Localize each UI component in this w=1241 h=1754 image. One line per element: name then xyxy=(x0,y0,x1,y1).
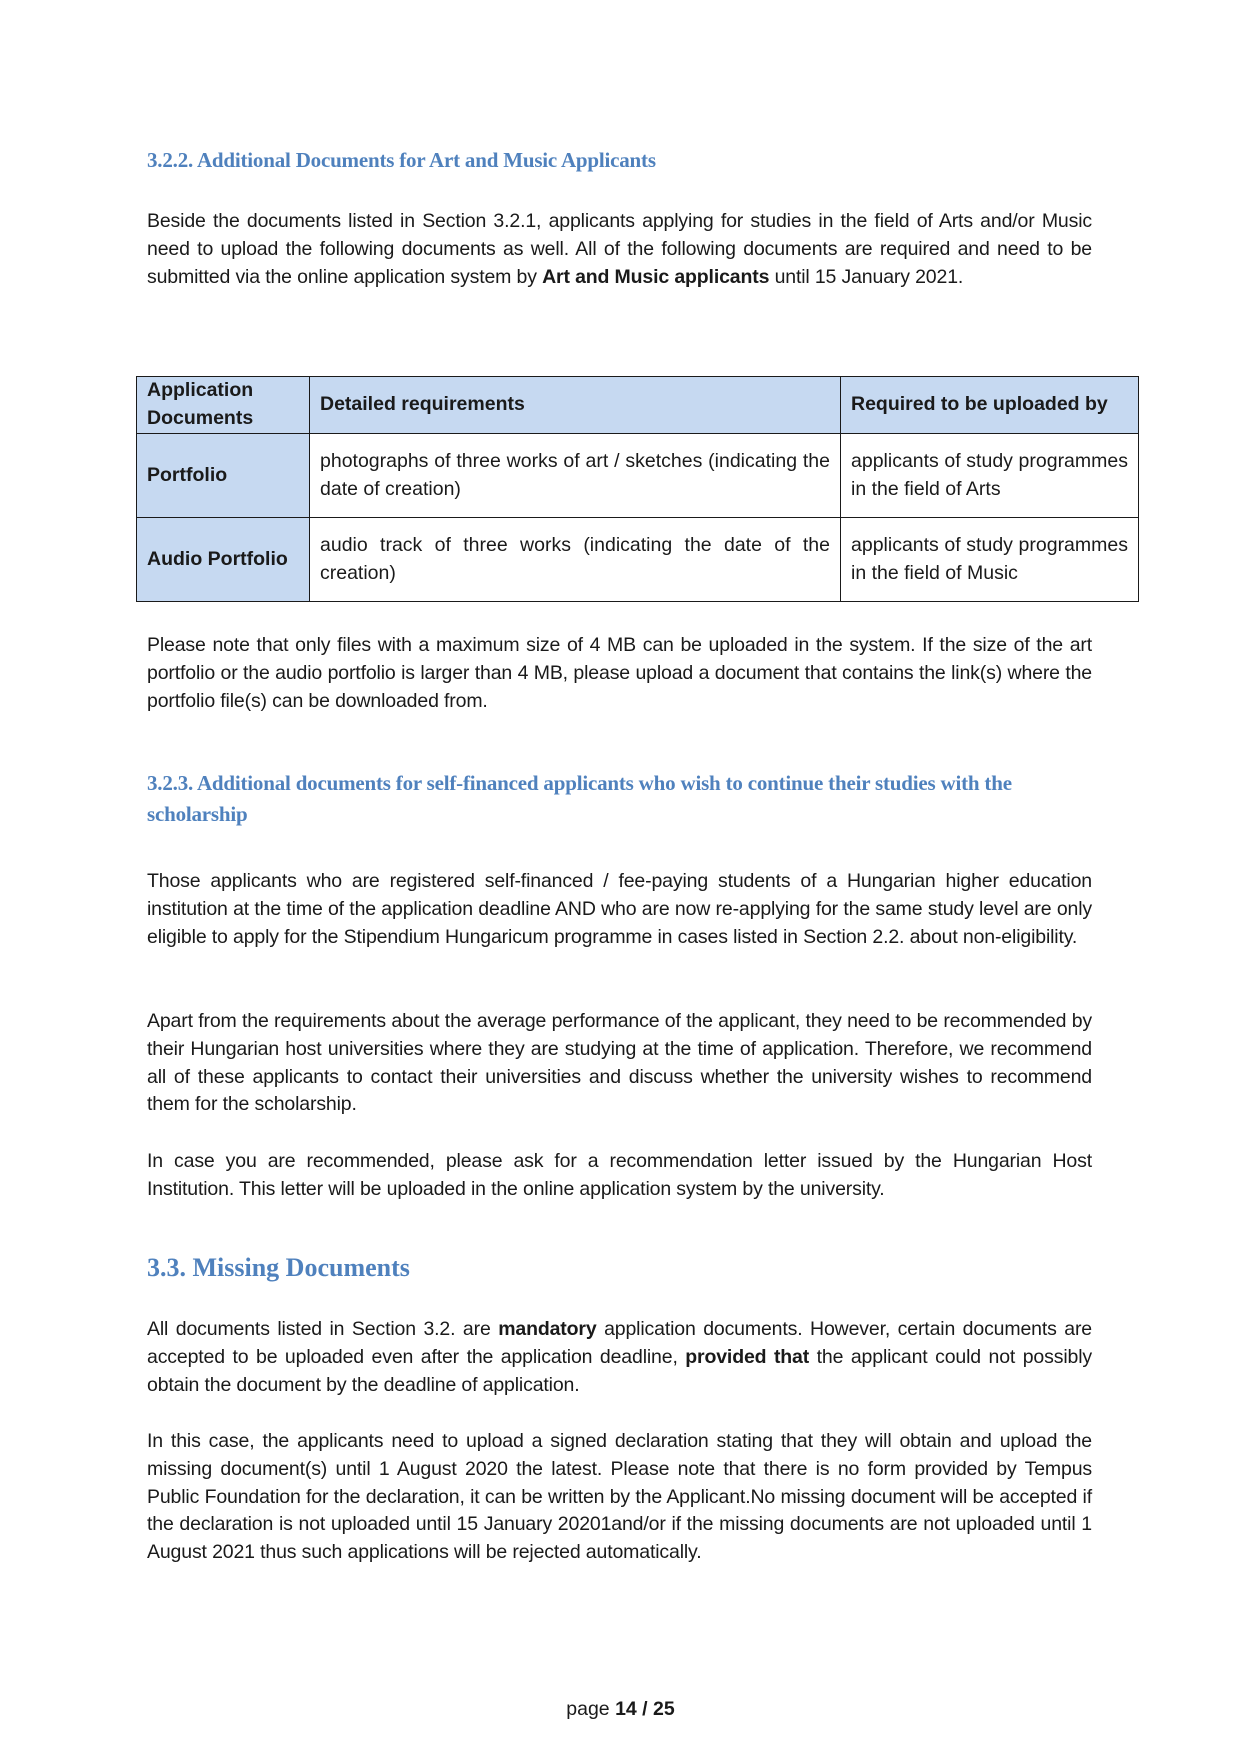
cell-document: Audio Portfolio xyxy=(137,518,310,602)
text: Beside the documents listed in Section 3.2.1, applicants applying for studies in the field of Arts and/or Music need to upload the following documents as well. All of the following documents are required and need to be submitted via the online application system by xyxy=(147,210,1092,288)
text: the applicant could not possibly obtain the document by the deadline of application. xyxy=(147,1345,1092,1396)
section-heading-3-2-3: 3.2.3. Additional documents for self-financed applicants who wish to continue their studies with the scholarship xyxy=(147,771,1012,826)
paragraph-recommendation-letter: In case you are recommended, please ask for a recommendation letter issued by the Hungarian Host Institution. This letter will be uploaded in the online application system by the university. xyxy=(147,1150,1092,1200)
table-row xyxy=(137,434,1139,518)
text: until 15 January 2021. xyxy=(769,265,964,288)
application-documents-table xyxy=(136,376,1139,602)
bold-text: mandatory xyxy=(498,1318,597,1340)
table-header-row xyxy=(137,377,1139,434)
section-heading-3-3: 3.3. Missing Documents xyxy=(147,1253,410,1282)
section-heading-3-2-2: 3.2.2. Additional Documents for Art and Music Applicants xyxy=(147,148,656,172)
table-row xyxy=(137,518,1139,602)
text: All documents listed in Section 3.2. are xyxy=(147,1318,499,1340)
paragraph-art-music-intro xyxy=(147,208,1092,291)
paragraph-host-recommendation: Apart from the requirements about the average performance of the applicant, they need to be recommended by their Hungarian host universities where they are studying at the time of application. Therefore, we recommend all of these applicants to contact their universities and discuss whether the university wishes to recommend them for the scholarship. xyxy=(147,1010,1092,1116)
cell-requirements: photographs of three works of art / sketches (indicating the date of creation) xyxy=(310,434,841,518)
page-current: 14 xyxy=(615,1698,637,1720)
column-header-uploaded-by: Required to be uploaded by xyxy=(841,377,1139,434)
cell-document: Portfolio xyxy=(137,434,310,518)
cell-requirements: audio track of three works (indicating the date of the creation) xyxy=(310,518,841,602)
paragraph-self-financed-eligibility: Those applicants who are registered self-financed / fee-paying students of a Hungarian higher education institution at the time of the application deadline AND who are now re-applying for the same study level are only eligible to apply for the Stipendium Hungaricum programme in cases listed in Section 2.2. about non-eligibility. xyxy=(147,870,1092,948)
page-prefix: page xyxy=(566,1698,616,1720)
column-header-application-documents: Application Documents xyxy=(137,377,310,434)
column-header-detailed-requirements: Detailed requirements xyxy=(310,377,841,434)
paragraph-file-size-note: Please note that only files with a maximum size of 4 MB can be uploaded in the system. If the size of the art portfolio or the audio portfolio is larger than 4 MB, please upload a document that contains the link(s) where the portfolio file(s) can be downloaded from. xyxy=(147,634,1092,712)
text: application documents. However, certain documents are accepted to be uploaded even after the application deadline, xyxy=(147,1318,1092,1368)
cell-uploaded-by: applicants of study programmes in the field of Music xyxy=(841,518,1139,602)
paragraph-mandatory-documents xyxy=(147,1316,1092,1399)
cell-uploaded-by: applicants of study programmes in the field of Arts xyxy=(841,434,1139,518)
bold-text: Art and Music applicants xyxy=(542,265,770,288)
paragraph-missing-declaration: In this case, the applicants need to upload a signed declaration stating that they will obtain and upload the missing document(s) until 1 August 2020 the latest. Please note that there is no form provided by Tempus Public Foundation for the declaration, it can be written by the Applicant.No missing document will be accepted if the declaration is not uploaded until 15 January 20201and/or if the missing documents are not uploaded until 1 August 2021 thus such applications will be rejected automatically. xyxy=(147,1430,1092,1564)
bold-text: provided that xyxy=(685,1345,810,1368)
page-separator: / xyxy=(636,1698,654,1720)
page-number-footer xyxy=(0,1698,1241,1721)
page-total: 25 xyxy=(653,1698,675,1720)
